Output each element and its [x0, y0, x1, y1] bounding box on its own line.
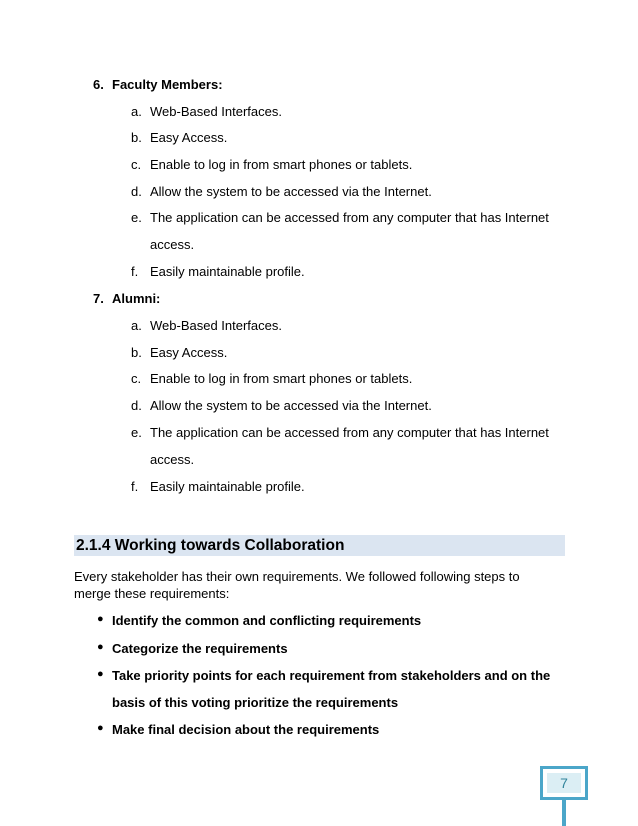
list-marker: b.: [131, 130, 142, 145]
bullet-item: Categorize the requirements: [112, 641, 288, 656]
list-item: Easily maintainable profile.: [150, 479, 305, 494]
list-item-continuation: access.: [150, 237, 195, 252]
bullet-icon: ●: [97, 722, 104, 734]
list-marker: b.: [131, 345, 142, 360]
list-marker: a.: [131, 318, 142, 333]
list-item: Easy Access.: [150, 130, 228, 145]
list-item: Easy Access.: [150, 345, 228, 360]
paragraph-line: merge these requirements:: [74, 586, 230, 601]
list-number: 6.: [93, 77, 104, 92]
page-number-box: [540, 766, 588, 800]
bullet-icon: ●: [97, 613, 104, 625]
bullet-icon: ●: [97, 668, 104, 680]
list-marker: f.: [131, 479, 139, 494]
list-marker: a.: [131, 104, 142, 119]
list-item: Enable to log in from smart phones or tablets.: [150, 157, 413, 172]
section-heading: 2.1.4 Working towards Collaboration: [76, 537, 345, 554]
bullet-item: Make final decision about the requirements: [112, 722, 380, 737]
list-marker: c.: [131, 157, 142, 172]
list-marker: e.: [131, 425, 142, 440]
list-item: Easily maintainable profile.: [150, 264, 305, 279]
list-item: Allow the system to be accessed via the Internet.: [150, 184, 432, 199]
paragraph-line: Every stakeholder has their own requirements. We followed following steps to: [74, 569, 520, 584]
list-marker: e.: [131, 210, 142, 225]
section-title: Alumni:: [112, 291, 161, 306]
list-item: Web-Based Interfaces.: [150, 318, 282, 333]
list-marker: f.: [131, 264, 139, 279]
list-item: The application can be accessed from any computer that has Internet: [150, 425, 549, 440]
bullet-icon: ●: [97, 641, 104, 653]
bullet-item: Take priority points for each requirement from stakeholders and on the: [112, 668, 551, 683]
list-item: Allow the system to be accessed via the Internet.: [150, 398, 432, 413]
bullet-item-continuation: basis of this voting prioritize the requirements: [112, 695, 399, 710]
list-marker: d.: [131, 184, 142, 199]
list-item: Enable to log in from smart phones or tablets.: [150, 371, 413, 386]
list-number: 7.: [93, 291, 104, 306]
bullet-item: Identify the common and conflicting requirements: [112, 613, 422, 628]
page-number: 7: [560, 775, 568, 791]
list-item: Web-Based Interfaces.: [150, 104, 282, 119]
list-item: The application can be accessed from any computer that has Internet: [150, 210, 549, 225]
page-number-rail: [562, 800, 566, 826]
list-marker: d.: [131, 398, 142, 413]
section-title: Faculty Members:: [112, 77, 223, 92]
list-item-continuation: access.: [150, 452, 195, 467]
list-marker: c.: [131, 371, 142, 386]
